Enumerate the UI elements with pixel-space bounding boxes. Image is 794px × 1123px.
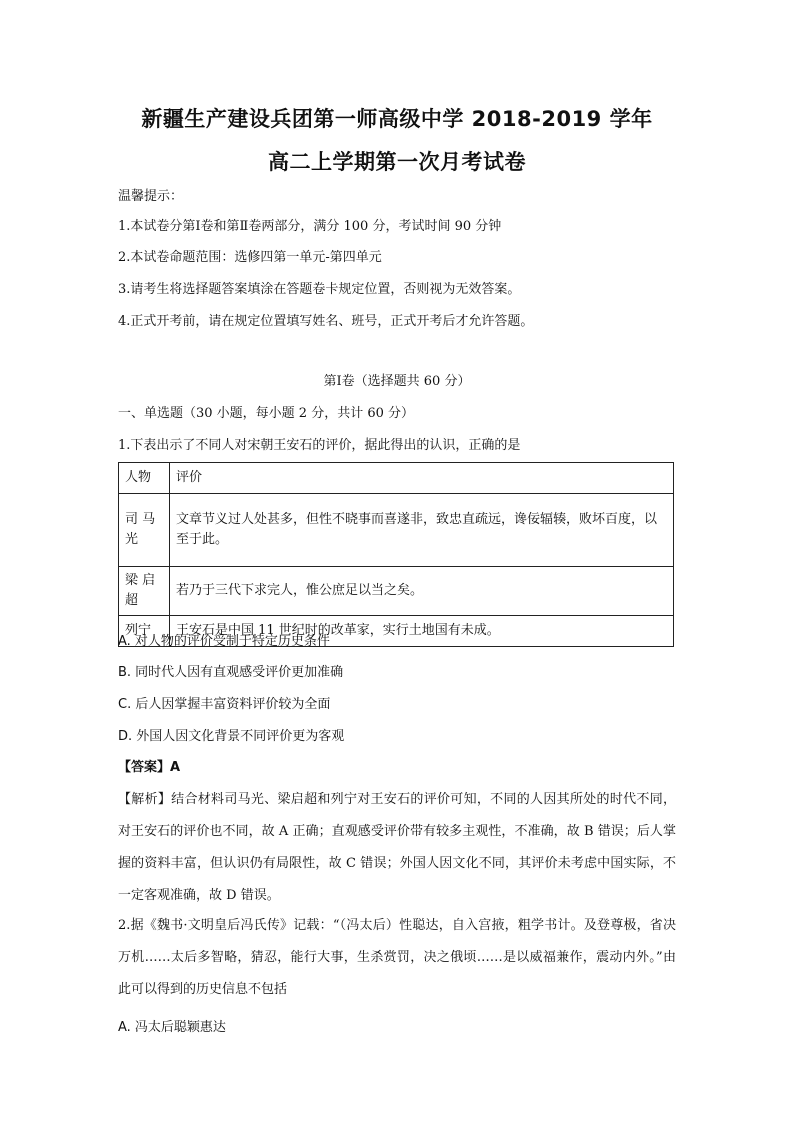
question-1-option-a: A. 对人物的评价受制于特定历史条件 — [118, 634, 330, 649]
notice-item-4: 4.正式开考前，请在规定位置填写姓名、班号，正式开考后才允许答题。 — [118, 314, 534, 329]
question-1-option-c: C. 后人因掌握丰富资料评价较为全面 — [118, 697, 331, 712]
table-cell-person: 梁 启 超 — [119, 567, 170, 616]
table-header-row — [119, 463, 674, 494]
question-1-answer: 【答案】A — [118, 760, 181, 775]
table-cell-person: 司 马 光 — [119, 494, 170, 567]
table-cell-person: 列宁 — [119, 616, 170, 647]
exam-title-line2: 高二上学期第一次月考试卷 — [268, 150, 526, 174]
question-1-analysis: 【解析】结合材料司马光、梁启超和列宁对王安石的评价可知，不同的人因其所处的时代不同，对王安石的评价也不同，故 A 正确；直观感受评价带有较多主观性，不准确，故 B 错误；后人掌握的资料丰富，但认识仍有局限性，故 C 错误；外国人因文化不同，其评价未考虑中国实际，不一定客观准确，故 D 错误。 — [118, 792, 676, 903]
section-title: 第Ⅰ卷（选择题共 60 分） — [323, 374, 471, 389]
question-2-stem: 2.据《魏书·文明皇后冯氏传》记载：“（冯太后）性聪达，自入宫掖，粗学书计。及登尊极，省决万机……太后多智略，猜忍，能行大事，生杀赏罚，决之俄顷……是以威福兼作，震动内外。”由此可以得到的历史信息不包括 — [118, 918, 676, 997]
question-1-option-b: B. 同时代人因有直观感受评价更加准确 — [118, 665, 344, 680]
notice-heading: 温馨提示： — [118, 189, 184, 204]
table-cell-evaluation: 文章节义过人处甚多，但性不晓事而喜遂非，致忠直疏远，谗佞辐辏，败坏百度，以至于此。 — [170, 494, 674, 567]
table-header-cell: 评价 — [170, 463, 674, 494]
exam-title-line1: 新疆生产建设兵团第一师高级中学 2018-2019 学年 — [141, 107, 653, 131]
table-cell-evaluation: 若乃于三代下求完人，惟公庶足以当之矣。 — [170, 567, 674, 616]
question-2-option-a: A. 冯太后聪颖惠达 — [118, 1020, 226, 1035]
table-row — [119, 567, 674, 616]
table-row — [119, 494, 674, 567]
part-heading: 一、单选题（30 小题，每小题 2 分，共计 60 分） — [118, 406, 415, 421]
notice-item-2: 2.本试卷命题范围：选修四第一单元-第四单元 — [118, 250, 382, 265]
question-1-stem: 1.下表出示了不同人对宋朝王安石的评价，据此得出的认识，正确的是 — [118, 438, 521, 453]
notice-item-3: 3.请考生将选择题答案填涂在答题卷卡规定位置，否则视为无效答案。 — [118, 282, 521, 297]
evaluation-table — [118, 462, 674, 647]
question-1-option-d: D. 外国人因文化背景不同评价更为客观 — [118, 729, 345, 744]
table-header-cell: 人物 — [119, 463, 170, 494]
notice-item-1: 1.本试卷分第Ⅰ卷和第Ⅱ卷两部分，满分 100 分，考试时间 90 分钟 — [118, 219, 502, 234]
table-cell-evaluation: 王安石是中国 11 世纪时的改革家，实行土地国有未成。 — [170, 616, 674, 647]
